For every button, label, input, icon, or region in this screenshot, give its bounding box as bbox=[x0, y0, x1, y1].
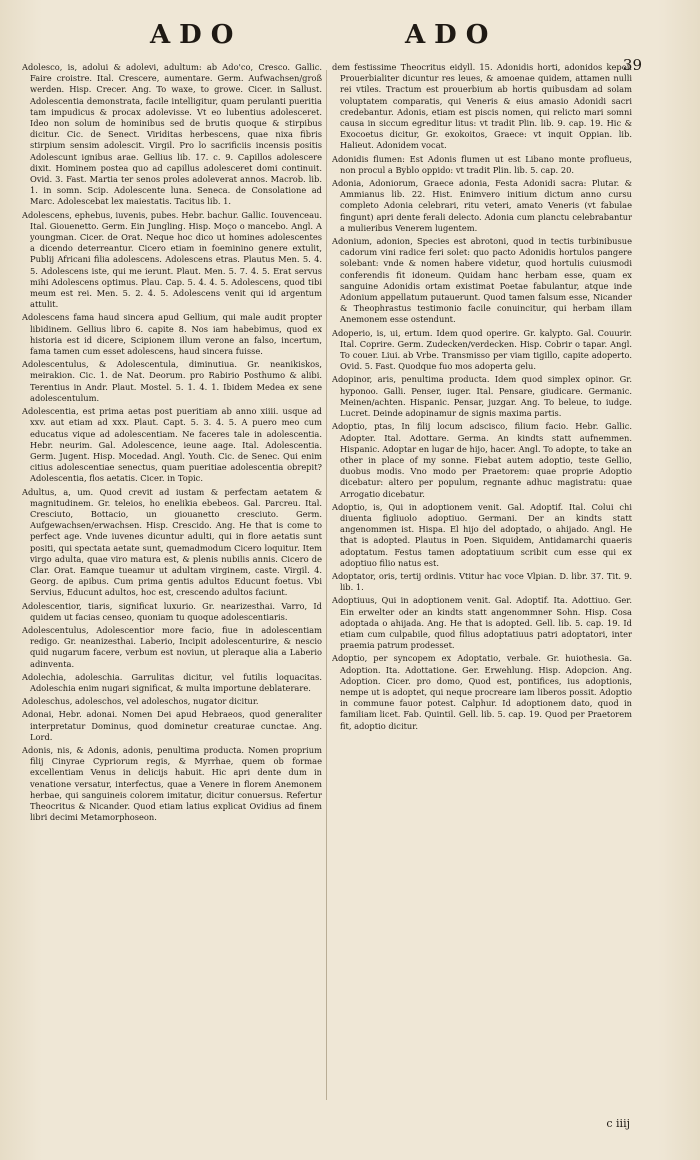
dictionary-entry: Adolescentior, tiaris, significat luxurio. Gr. nearizesthai. Varro, Id quidem ut facias censeo, quoniam tu quoque adolescentiaris. bbox=[22, 600, 322, 622]
running-head-left: ADO bbox=[150, 20, 243, 50]
dictionary-entry: dem festissime Theocritus eidyll. 15. Adonidis horti, adonidos kepoi. Prouerbialiter dicuntur res leues, & amoenae quidem, attamen nulli rei vtiles. Tractum est prouerbium ab hortis quibusdam ad solam voluptatem comparatis, qui Veneris & eius amasio Adonidi sacri credebantur. Adonis, etiam est piscis nomen, qui relicto mari somni causa in siccum egreditur litus: vt tradit Plin. lib. 9. cap. 19. Hic & Exocoetus dicitur, Gr. exokoitos, Graece: vt inquit Oppian. lib. Halieut. Adonidem vocat. bbox=[332, 62, 632, 151]
dictionary-entry: Adonidis flumen: Est Adonis flumen ut est Libano monte proflueus, non procul a Byblo oppido: vt tradit Plin. lib. 5. cap. 20. bbox=[332, 153, 632, 175]
dictionary-entry: Adolescens fama haud sincera apud Gellium, qui male audit propter libidinem. Gellius libro 6. capite 8. Nos iam habebimus, quod ex historia est id dicere, Scipionem illum verone an falso, incertum, fama tamen cum esset adolescens, haud sincera fuisse. bbox=[22, 312, 322, 357]
dictionary-entry: Adonai, Hebr. adonai. Nomen Dei apud Hebraeos, quod generaliter interpretatur Dominus, quod dominetur creaturae cunctae. Ang. Lord. bbox=[22, 709, 322, 742]
left-column bbox=[22, 62, 322, 1102]
catchword: c iiij bbox=[606, 1117, 630, 1130]
column-divider bbox=[326, 70, 327, 1100]
dictionary-entry: Adoptiuus, Qui in adoptionem venit. Gal. Adoptif. Ita. Adottiuo. Ger. Ein erwelter oder an kindts statt angenommner Sohn. Hisp. Cosa adoptada o ahijada. Ang. He that is adopted. Gell. lib. 5. cap. 19. Id etiam cum culpabile, quod filius adoptatiuus patri adoptatori, inter praemia patrum prodesset. bbox=[332, 595, 632, 651]
page-number: 39 bbox=[622, 56, 642, 74]
dictionary-entry: Adonia, Adoniorum, Graece adonia, Festa Adonidi sacra: Plutar. & Ammianus lib. 22. Hist. Enimvero initium dictum anno cursu completo Adonia celebrari, ritu veteri, amato Veneris (vt fabulae fingunt) apri dente ferali delecto. Adonia cum planctu celebrabantur a mulieribus Venerem lugentem. bbox=[332, 178, 632, 233]
right-column bbox=[332, 62, 632, 1102]
dictionary-entry: Adonium, adonion, Species est abrotoni, quod in tectis turbinibusue cadorum vini radice feri solet: quo pacto Adonidis hortulos pangere solebant: vnde & nomen habere videtur, quod hortulis cuiusmodi conferendis fit idoneum. Quidam hanc herbam esse, quam ex sanguine Adonidis ortam existimat Poetae fabulantur, atque inde Adonium appellatum putauerunt. Quod tamen falsum esse, Nicander & Theophrastus testimonio facile conuincitur, qui herbam illam Anemonem esse ostendunt. bbox=[332, 236, 632, 325]
dictionary-entry: Adoptio, is, Qui in adoptionem venit. Gal. Adoptif. Ital. Colui chi diuenta figliuolo adoptiuo. Germani. Der an kindts statt angenommen ist. Hispa. El hijo del adoptado, o ahijado. Angl. He that is adopted. Plautus in Poen. Siquidem, Antidamarchi quaeris adoptatum. Festus tamen adoptatiuum scribit cum esse qui ex adoptiuo filio natus est. bbox=[332, 501, 632, 568]
dictionary-entry: Adolescentulus, & Adolescentula, diminutiua. Gr. neanikiskos, meirakion. Cic. 1. de Nat. Deorum. pro Rabirio Posthumo & alibi. Terentius in Andr. Plaut. Mostel. 5. 1. 4. 1. Ibidem Medea ex sene adolescentulum. bbox=[22, 359, 322, 403]
dictionary-entry: Adonis, nis, & Adonis, adonis, penultima producta. Nomen proprium filij Cinyrae Cypriorum regis, & Myrrhae, quem ob formae excellentiam Venus in delicijs habuit. Hic apri dente dum in venatione versatur, interfectus, quae a Venere in florem Anemonem herbae, qui sanguineis colorem imitatur, dicitur conuersus. Refertur Theocritus & Nicander. Quod etiam latius explicat Ovidius ad finem libri decimi Metamorphoseon. bbox=[22, 744, 322, 823]
dictionary-entry: Adolechia, adoleschia. Garrulitas dicitur, vel futilis loquacitas. Adoleschia enim nugari significat, & multa importune deblaterare. bbox=[22, 671, 322, 693]
dictionary-entry: Adoptio, per syncopem ex Adoptatio, verbale. Gr. huiothesia. Ga. Adoption. Ita. Adottatione. Ger. Erwehlung. Hisp. Adopcion. Ang. Adoption. Cicer. pro domo, Quod est, pontifices, ius adoptionis, nempe ut is adoptet, qui neque procreare iam liberos possit. Adoptio in commune fauor potest. Calphur. Id adoptionem dato, quod in familiam licet. Fab. Quintil. Gell. lib. 5. cap. 19. Quod per Praetorem fit, adoptio dicitur. bbox=[332, 653, 632, 731]
dictionary-entry: Adolesco, is, adolui & adolevi, adultum: ab Ado'co, Cresco. Gallic. Faire croistre. Ital. Crescere, aumentare. Germ. Aufwachsen/groß werden. Hisp. Crecer. Ang. To waxe, to growe. Cicer. in Sallust. Adolescentia demonstrata, facile intelligitur, quam perulanti pueritia tam impudicus & procax adolevisse. Vt eo lubentius adolesceret. Ideo non solum de hominibus sed de brutis quoque & stirpibus dicitur. Cic. de Senect. Viriditas herbescens, quae nixa fibris stirpium sensim adolescit. Virgil. Pro lo sacrificiis incensis positis Adolescunt ignibus arae. Gellius lib. 17. c. 9. Capillos adolescere dixit. Hominem postea quo ad capillus adolesceret domi continuit. Ovid. 3. Fast. Martia ter senos proles adoleverat annos. Macrob. lib. 1. in somn. Scip. Adolescente luna. Seneca. de Consolatione ad Marc. Adolescebat lex maiestatis. Tacitus lib. 1. bbox=[22, 62, 322, 207]
dictionary-entry: Adoperio, is, ui, ertum. Idem quod operire. Gr. kalypto. Gal. Couurir. Ital. Coprire. Germ. Zudecken/verdecken. Hisp. Cobrir o tapar. Angl. To couer. Liui. ab Vrbe. Transmisso per viam tigillo, capite adoperto. Ovid. 5. Fast. Quodque fuo mos adoperta gelu. bbox=[332, 327, 632, 372]
dictionary-entry: Adultus, a, um. Quod crevit ad iustam & perfectam aetatem & magnitudinem. Gr. teleios, ho enelikia ebebeos. Gal. Parcreu. Ital. Cresciuto, Bottacio, un giouanetto cresciuto. Germ. Aufgewachsen/erwachsen. Hisp. Crescido. Ang. He that is come to perfect age. Vnde iuvenes dicuntur adulti, qui in flore aetatis sunt positi, qui spectata aetate sunt, quemadmodum Cicero loquitur. Item virgo adulta, quae viro matura est, & plenis nubilis annis. Cicero de Clar. Orat. Eamque tueamur ut adultam virginem, caste. Virgil. 4. Georg. de apibus. Cum prima gentis adultos Educunt foetus. Vbi Servius, Educunt adultos, hoc est, crescendo adultos faciunt. bbox=[22, 486, 322, 598]
dictionary-entry: Adolescentulus, Adolescentior more facio, fiue in adolescentiam redigo. Gr. neanizesthai. Laberio, Incipit adolescenturire, & nescio quid nugarum facere, verbum est noviun, ut pleraque alia a Laberio adinventa. bbox=[22, 624, 322, 669]
dictionary-entry: Adopinor, aris, penultima producta. Idem quod simplex opinor. Gr. hyponoo. Galli. Penser, iuger. Ital. Pensare, giudicare. Germanic. Meinen/achten. Hispanic. Pensar, juzgar. Ang. To beleue, to iudge. Lucret. Deinde adopinamur de signis maxima partis. bbox=[332, 374, 632, 419]
dictionary-entry: Adoptator, oris, tertij ordinis. Vtitur hac voce Vlpian. D. libr. 37. Tit. 9. lib. 1. bbox=[332, 570, 632, 593]
dictionary-entry: Adoleschus, adoleschos, vel adoleschos, nugator dicitur. bbox=[22, 696, 259, 707]
dictionary-entry: Adolescens, ephebus, iuvenis, pubes. Hebr. bachur. Gallic. Iouvenceau. Ital. Giouenetto. Germ. Ein Jungling. Hisp. Moço o mancebo. Angl. A youngman. Cicer. de Orat. Neque hoc dico ut homines adolescentes a dicendo deterreantur. Cicero etiam in foeminino genere extulit, Publij Africani filia adolescens. Adolescens etras. Plautus Men. 5. 4. 5. Adolescens iste, qui me ierunt. Plaut. Men. 5. 7. 4. 5. Erat servus mihi Adolescens optimus. Plau. Cap. 5. 4. 4. 5. Adolescens, quod tibi meum est rei. Men. 5. 2. 4. 5. Adolescens venit qui id argentum attulit. bbox=[22, 209, 322, 310]
dictionary-entry: Adoptio, ptas, In filij locum adscisco, filium facio. Hebr. Gallic. Adopter. Ital. Adottare. Germa. An kindts statt aufnemmen. Hispanic. Adoptar en lugar de hijo, hacer. Angl. To adopte, to take an other in place of my sonne. Fiebat autem adoptio, teste Gellio, duobus modis. Vno modo per Praetorem: quae proprie Adoptio dicebatur: altero per populum, regnante adhuc magistratu: quae Arrogatio dicebatur. bbox=[332, 421, 632, 499]
running-head-right: ADO bbox=[405, 20, 498, 50]
dictionary-entry: Adolescentia, est prima aetas post pueritiam ab anno xiiii. usque ad xxv. aut etiam ad xxx. Plaut. Capt. 5. 3. 4. 5. A puero meo cum educatus vique ad adolescentiam. Ne faceres tale in adolescentia. Hebr. neurim. Gal. Adolescence, ieune aage. Ital. Adolescentia. Germ. Jugent. Hisp. Mocedad. Angl. Youth. Cic. de Senec. Qui enim citius adolescentiae senectus, quam pueritiae adolescentia obrepit? Adolescentia, flos aetatis. Cicer. in Topic. bbox=[22, 406, 322, 484]
